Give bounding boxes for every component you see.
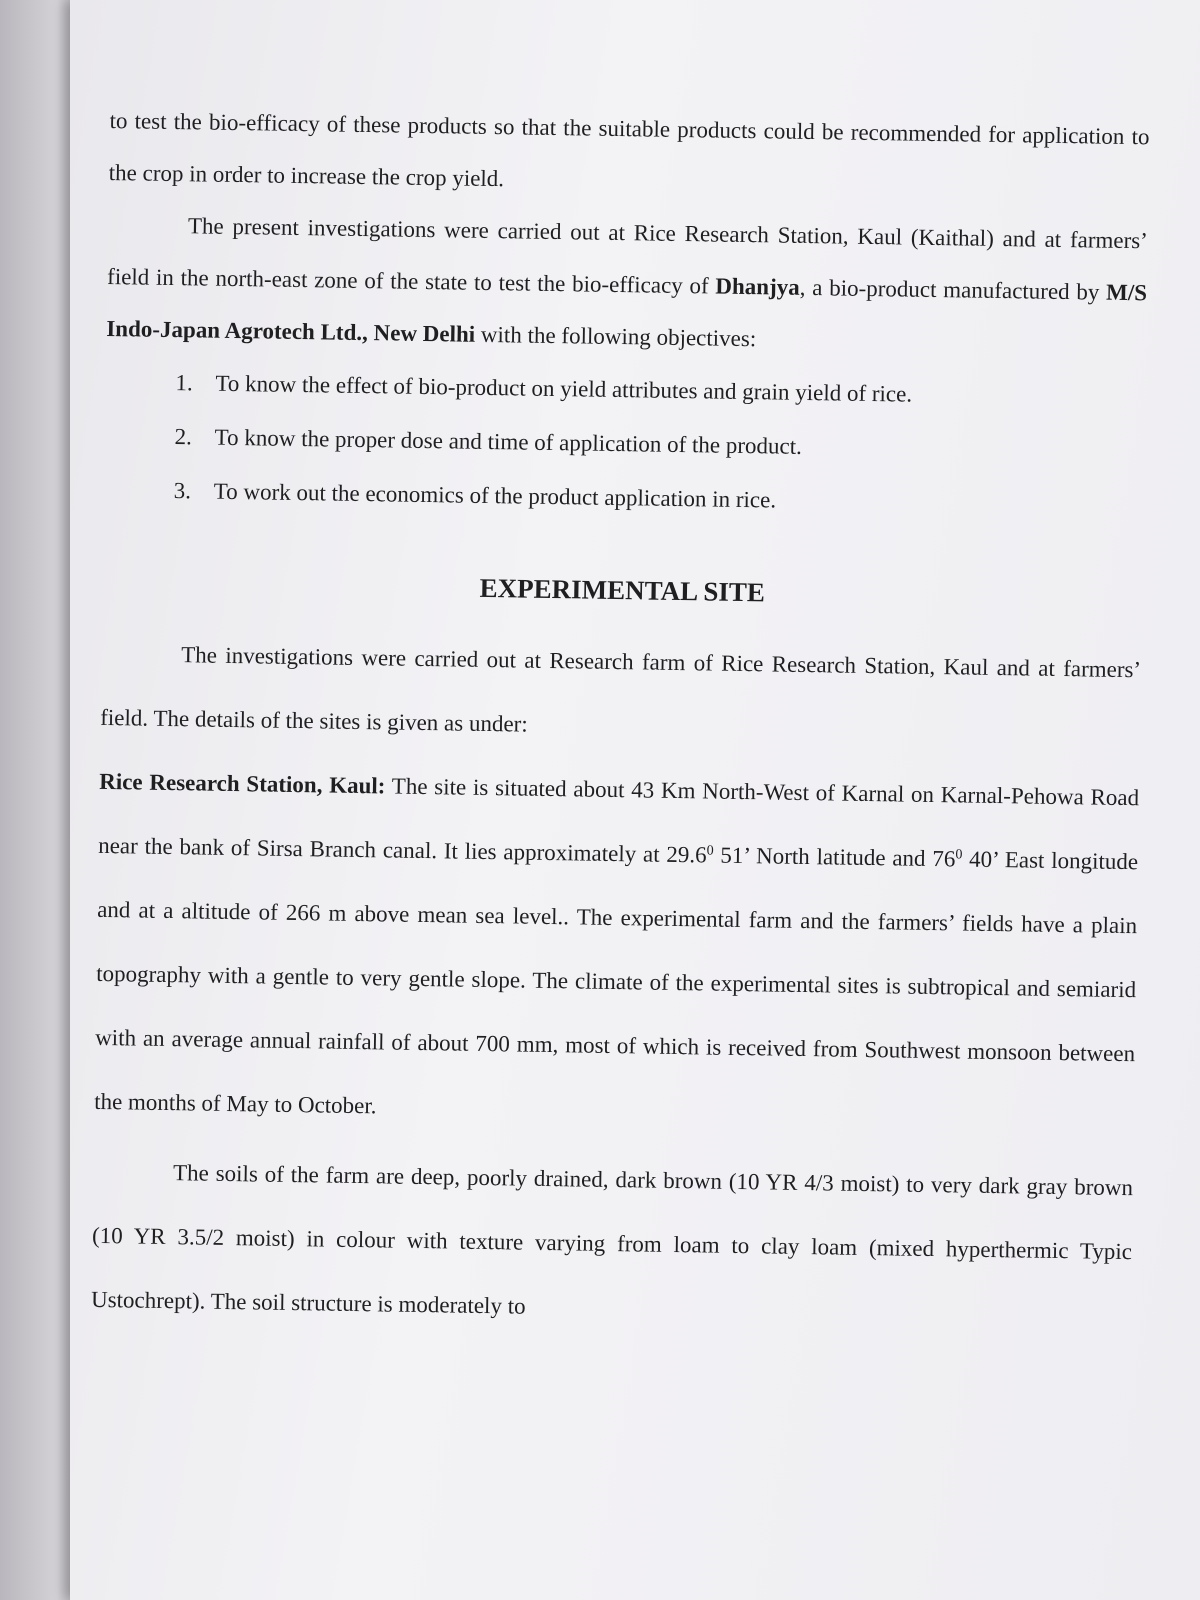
objective-text: To know the proper dose and time of application of the product. [214, 424, 803, 459]
soil-text: The soils of the farm are deep, poorly drained, dark brown (10 YR 4/3 moist) to very dark gray brown (10 YR 3.5/2 moist) in colour with texture varying from loam to clay loam (mixed hyperthermic Typic Ustochrept). The soil structure is moderately to [90, 1160, 1134, 1319]
investigation-text-c: with the following objectives: [474, 321, 757, 352]
objective-text: To work out the economics of the product application in rice. [213, 478, 777, 513]
section-heading: EXPERIMENTAL SITE [479, 572, 766, 608]
objective-number: 3. [173, 478, 192, 504]
site-text: The investigations were carried out at Research farm of Rice Research Station, Kaul and at farmers’ field. The details of the sites is given as under: [100, 642, 1142, 737]
rrs-label: Rice Research Station, Kaul: [99, 768, 386, 799]
investigation-text-b: , a bio-product manufactured by [799, 274, 1107, 305]
rrs-text-c: 40’ East longitude and at a altitude of 266 m above mean sea level.. The experimental farm and the farmers’ fields have a plain topography with a gentle to very gentle slope. The climate of the experimental sites is subtropical and semiarid with an average annual rainfall of about 700 mm, most of which is received from Southwest monsoon between the months of May to October. [93, 846, 1139, 1119]
intro-paragraph [108, 95, 1150, 215]
degree-superscript: 0 [955, 847, 963, 863]
page-content [91, 95, 1150, 1348]
rrs-text-a: The site is situated about 43 Km North-West of Karnal on Karnal-Pehowa Road near the bank of Sirsa Branch canal. It lies approximately at 29.6 [98, 773, 1140, 868]
product-name: Dhanjya [715, 273, 800, 300]
degree-superscript: 0 [706, 843, 714, 859]
rrs-paragraph [94, 750, 1140, 1150]
objective-number: 1. [175, 370, 193, 396]
document-page [70, 0, 1200, 1600]
rrs-text-b: 51’ North latitude and 76 [713, 842, 956, 872]
objective-number: 2. [174, 424, 193, 450]
soil-paragraph [91, 1140, 1134, 1348]
investigation-text-a: The present investigations were carried out at Rice Research Station, Kaul (Kaithal) and at farmers’ field in the north-east zone of the state to test the bio-efficacy of [106, 213, 1149, 299]
objectives-list [103, 355, 1145, 533]
intro-text: to test the bio-efficacy of these products so that the suitable products could be recommended for application to the crop in order to increase the crop yield. [108, 107, 1150, 192]
investigation-paragraph [106, 199, 1148, 371]
site-paragraph [100, 622, 1142, 766]
objective-text: To know the effect of bio-product on yield attributes and grain yield of rice. [215, 370, 913, 407]
company-name: M/S Indo-Japan Agrotech Ltd., New Delhi [106, 279, 1148, 347]
